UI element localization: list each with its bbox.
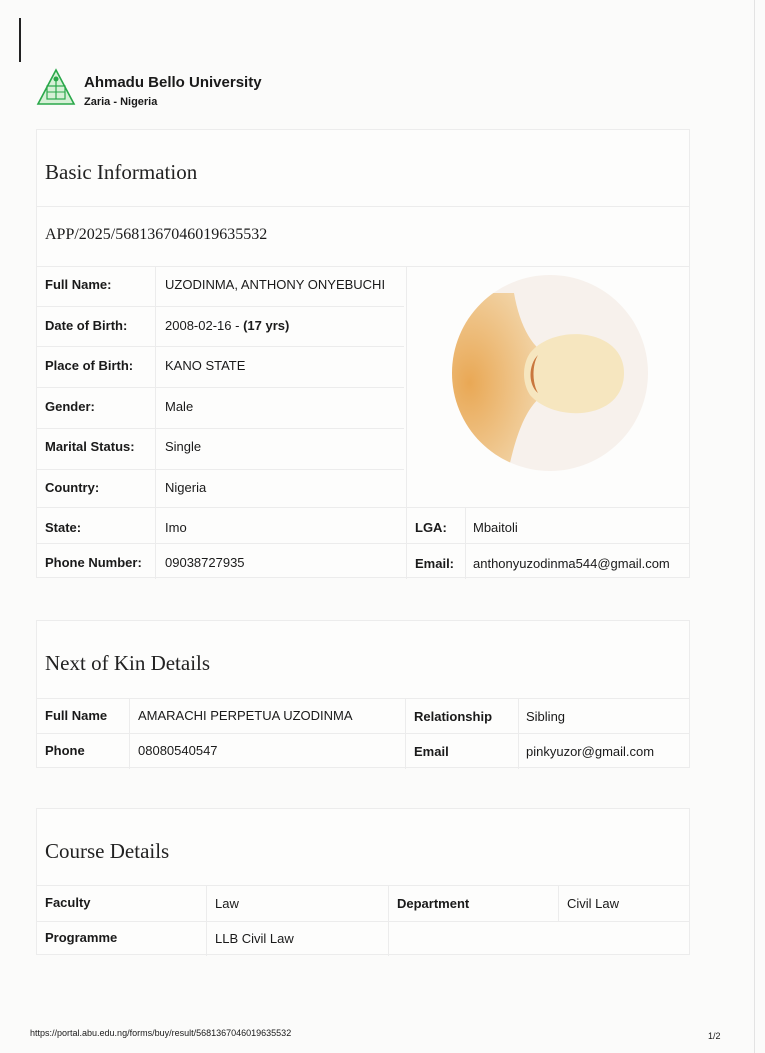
country-value: Nigeria xyxy=(165,480,207,495)
divider xyxy=(406,266,407,579)
section-title: Next of Kin Details xyxy=(45,651,211,675)
full-name-label: Full Name: xyxy=(45,277,112,292)
email-value: anthonyuzodinma544@gmail.com xyxy=(473,556,670,571)
state-label: State: xyxy=(45,520,82,535)
email-label: Email: xyxy=(415,556,455,571)
relationship-value: Sibling xyxy=(526,709,566,724)
state-value: Imo xyxy=(165,520,187,535)
gender-value: Male xyxy=(165,399,194,414)
kin-phone-value: 08080540547 xyxy=(138,743,218,758)
divider xyxy=(129,698,130,769)
divider xyxy=(37,507,689,508)
department-value: Civil Law xyxy=(567,896,620,911)
kin-email-label: Email xyxy=(414,744,449,759)
divider xyxy=(37,543,689,544)
kin-full-name-value: AMARACHI PERPETUA UZODINMA xyxy=(138,708,353,723)
divider xyxy=(37,733,689,734)
divider xyxy=(37,469,404,470)
divider xyxy=(37,885,689,886)
page-edge xyxy=(754,0,755,1053)
application-number: APP/2025/5681367046019635532 xyxy=(45,226,268,243)
divider xyxy=(37,698,689,699)
section-title: Basic Information xyxy=(45,160,198,184)
next-of-kin-section xyxy=(36,620,690,768)
programme-label: Programme xyxy=(45,930,118,945)
university-name: Ahmadu Bello University xyxy=(84,74,262,91)
relationship-label: Relationship xyxy=(414,709,493,724)
kin-email-value: pinkyuzor@gmail.com xyxy=(526,744,655,759)
faculty-value: Law xyxy=(215,896,239,911)
divider xyxy=(155,266,156,579)
age-value: (17 yrs) xyxy=(243,318,290,333)
lga-value: Mbaitoli xyxy=(473,520,518,535)
divider xyxy=(37,921,689,922)
university-logo-icon xyxy=(36,68,76,108)
divider xyxy=(405,698,406,769)
page-number: 1/2 xyxy=(708,1031,721,1041)
date-of-birth-value: 2008-02-16 - (17 yrs) xyxy=(165,318,290,333)
place-of-birth-value: KANO STATE xyxy=(165,358,246,373)
department-label: Department xyxy=(397,896,470,911)
divider xyxy=(37,306,404,307)
divider xyxy=(37,206,689,207)
footer-url: https://portal.abu.edu.ng/forms/buy/result/5681367046019635532 xyxy=(30,1028,292,1038)
university-location: Zaria - Nigeria xyxy=(84,96,158,108)
phone-number-value: 09038727935 xyxy=(165,555,245,570)
divider xyxy=(37,266,689,267)
divider xyxy=(37,428,404,429)
divider xyxy=(388,885,389,956)
lga-label: LGA: xyxy=(415,520,447,535)
divider xyxy=(37,346,404,347)
faculty-label: Faculty xyxy=(45,895,91,910)
gender-label: Gender: xyxy=(45,399,95,414)
place-of-birth-label: Place of Birth: xyxy=(45,358,134,373)
marital-status-value: Single xyxy=(165,439,202,454)
marital-status-label: Marital Status: xyxy=(45,439,135,454)
divider xyxy=(37,387,404,388)
kin-full-name-label: Full Name xyxy=(45,708,108,723)
divider xyxy=(518,698,519,769)
course-details-section xyxy=(36,808,690,955)
country-label: Country: xyxy=(45,480,100,495)
programme-value: LLB Civil Law xyxy=(215,931,294,946)
phone-number-label: Phone Number: xyxy=(45,555,142,570)
divider xyxy=(558,885,559,921)
basic-information-section xyxy=(36,129,690,578)
passport-photo xyxy=(434,273,658,473)
divider xyxy=(206,885,207,956)
scan-mark xyxy=(19,18,21,62)
full-name-value: UZODINMA, ANTHONY ONYEBUCHI xyxy=(165,277,386,292)
date-of-birth-label: Date of Birth: xyxy=(45,318,128,333)
kin-phone-label: Phone xyxy=(45,743,85,758)
section-title: Course Details xyxy=(45,839,170,863)
